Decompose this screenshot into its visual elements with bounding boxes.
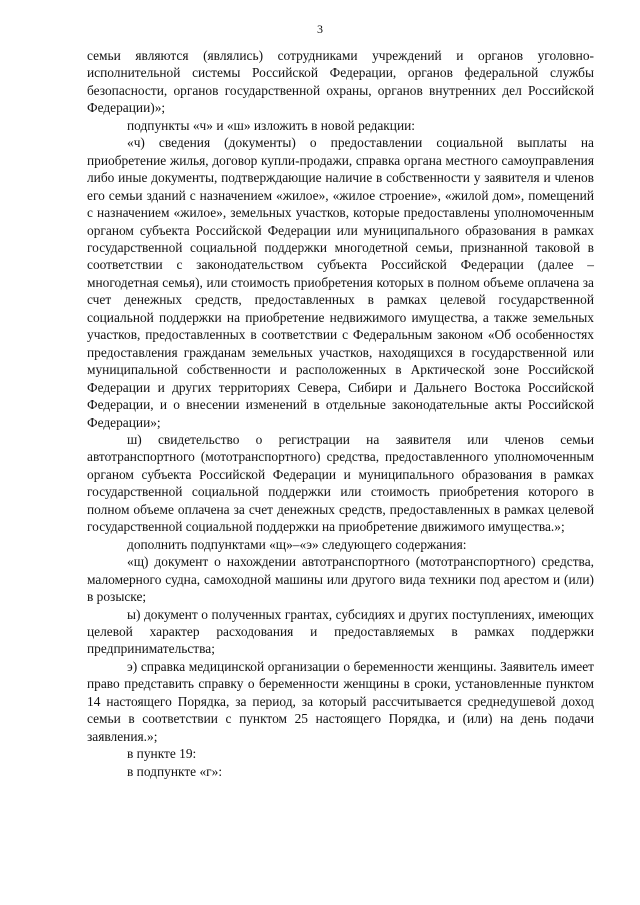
paragraph-subpoint-shch: «щ) документ о нахождении автотранспортного (мототранспортного) средства, маломерного судна, самоходной машины или другого вида техники под арестом и (или) в розыске; [87,554,594,605]
paragraph-subpoint-sh: ш) свидетельство о регистрации на заявителя или членов семьи автотранспортного (мототранспортного) средства, предоставленного уполномоченным органом субъекта Российской Федерации и муниципального образования в рамках государственной социальной поддержки или стоимость приобретения которого в полном объеме оплачена за счет денежных средств, предоставленных в рамках целевой государственной социальной поддержки на приобретение движимого имущества.»; [87,431,594,535]
paragraph-point-19: в пункте 19: [127,746,197,762]
paragraph-amend-subpoints: подпункты «ч» и «ш» изложить в новой редакции: [127,117,416,133]
paragraph-family-employees: семьи являются (являлись) сотрудниками учреждений и органов уголовно-исполнительной системы Российской Федерации, органов федеральной службы безопасности, органов государственной охраны, органов внутренних дел Российской Федерации)»; [87,48,594,116]
document-body [87,47,594,780]
page-number: 3 [317,22,323,36]
paragraph-add-subpoints: дополнить подпунктами «щ»–«э» следующего содержания: [127,536,467,552]
paragraph-subpoint-ch: «ч) сведения (документы) о предоставлении социальной выплаты на приобретение жилья, договор купли-продажи, справка органа местного самоуправления либо иные документы, подтверждающие наличие в собственности у заявителя и членов его семьи зданий с назначением «жилое», «жилое строение», «жилой дом», помещений с назначением «жилое», земельных участков, которые предоставлены уполномоченным органом субъекта Российской Федерации или муниципального образования в рамках государственной социальной поддержки многодетной семьи, признанной таковой в соответствии с законодательством субъекта Российской Федерации (далее – многодетная семья), или стоимость приобретения которых в полном объеме оплачена за счет денежных средств, предоставленных в рамках целевой государственной социальной поддержки на приобретение недвижимого имущества, а также земельных участков, предоставленных в соответствии с Федеральным законом «Об особенностях предоставления гражданам земельных участков, находящихся в государственной или муниципальной собственности и расположенных в Арктической зоне Российской Федерации и других территориях Севера, Сибири и Дальнего Востока Российской Федерации, и о внесении изменений в отдельные законодательные акты Российской Федерации»; [87,135,594,430]
paragraph-subpoint-g: в подпункте «г»: [127,763,223,779]
paragraph-subpoint-y: ы) документ о полученных грантах, субсидиях и других поступлениях, имеющих целевой характер расходования и предоставляемых в рамках поддержки предпринимательства; [87,606,594,657]
paragraph-subpoint-e: э) справка медицинской организации о беременности женщины. Заявитель имеет право представить справку о беременности женщины в сроки, установленные пунктом 14 настоящего Порядка, за период, за который рассчитывается среднедушевой доход семьи в соответствии с пунктом 25 настоящего Порядка, и (или) на день подачи заявления.»; [87,658,594,744]
